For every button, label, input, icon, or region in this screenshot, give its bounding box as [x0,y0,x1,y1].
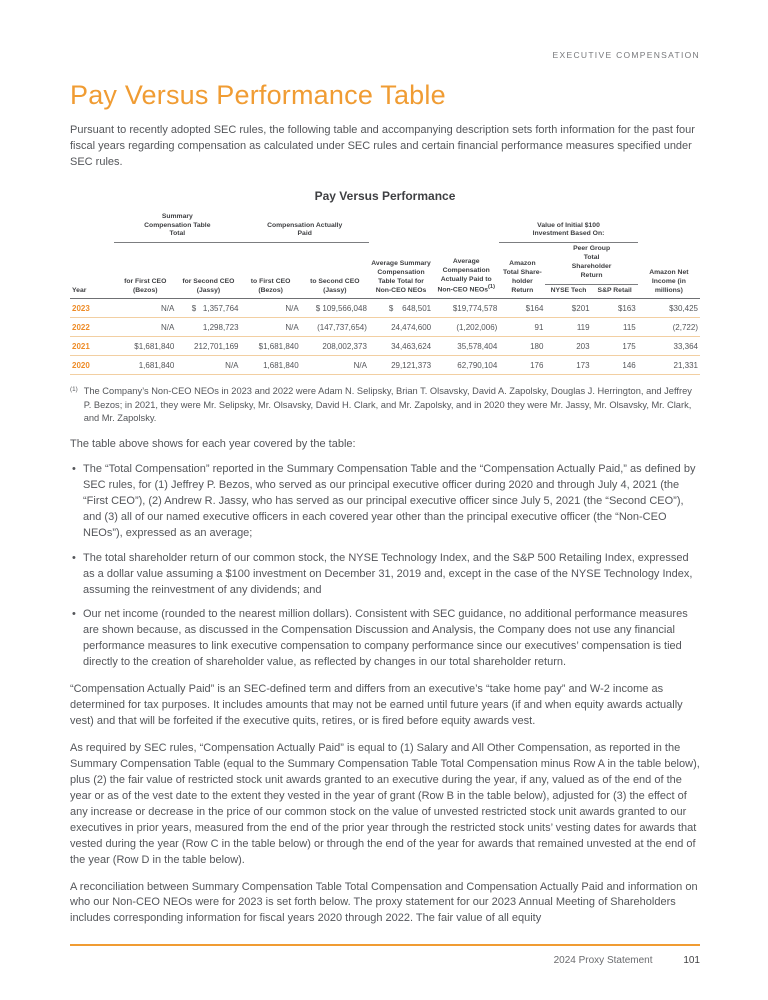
footnote-text: The Company’s Non-CEO NEOs in 2023 and 2022 were Adam N. Selipsky, Brian T. Olsavsky, David A. Zapolsky, Douglas J. Herrington, and Jeffrey P. Bezos; in 2021, they were Mr. Selipsky, Mr. Olsavsky, David H. Clark, and Mr. Zapolsky, and in 2020 they were Mr. Jassy, Mr. Olsavsky, Mr. Clark, and Mr. Zapolsky. [83,386,692,423]
column-header-cap-first-ceo: to First CEO (Bezos) [250,277,291,294]
table-footnote [70,385,700,425]
table-cell: N/A [241,299,301,318]
table-cell: N/A [176,356,240,375]
table-cell: 208,002,373 [301,337,369,356]
column-group-label: Summary Compensation Table Total [144,212,211,238]
column-header-label: Amazon Net Income (in millions) [649,268,689,294]
table-cell: 21,331 [638,356,700,375]
list-item: • The total shareholder return of our common stock, the NYSE Technology Index, and the S&P 500 Retailing Index, expressed as a dollar value assuming a $100 investment on December 31, 2019 and, except in the case of the NYSE Technology Index, assuming the reinvestment of any dividends; and [70,551,700,599]
table-cell: 35,578,404 [433,337,499,356]
table-cell: 29,121,373 [369,356,433,375]
table-cell: 176 [499,356,545,375]
footer-rule [70,944,700,946]
column-header-cap-second-ceo: to Second CEO (Jassy) [310,277,360,294]
list-lead-in: The table above shows for each year covered by the table: [70,438,356,450]
table-cell: N/A [114,318,176,337]
table-title: Pay Versus Performance [314,188,456,203]
table-cell: 91 [499,318,545,337]
table-cell: (1,202,006) [433,318,499,337]
table-header [70,211,700,299]
column-header-sp-retail: S&P Retail [597,286,632,294]
table-cell: (147,737,654) [301,318,369,337]
table-cell: $1,681,840 [241,337,301,356]
bullet-list [70,462,700,671]
intro-paragraph: Pursuant to recently adopted SEC rules, the following table and accompanying description sets forth information for the past four fiscal years regarding compensation as calculated under SEC rules and certain financial performance measures specified under SEC rules. [70,124,695,168]
table-cell: $ 1,357,764 [176,299,240,318]
table-cell: 1,681,840 [114,356,176,375]
table-cell: 175 [592,337,638,356]
table-cell: $164 [499,299,545,318]
table-cell: 34,463,624 [369,337,433,356]
table-cell: N/A [301,356,369,375]
table-cell: $19,774,578 [433,299,499,318]
column-header-label: Amazon Total Share-holder Return [502,260,542,294]
year-cell: 2020 [70,356,114,375]
table-body [70,299,700,375]
footer-text [70,955,700,966]
column-header-label: Average Summary Compensation Table Total for Non-CEO NEOs [371,260,431,294]
proxy-statement-label: 2024 Proxy Statement [553,955,653,966]
column-header-sct-first-ceo: for First CEO (Bezos) [124,277,167,294]
list-item: • The “Total Compensation” reported in the Summary Compensation Table and the “Compensation Actually Paid,” as defined by SEC rules, for (1) Jeffrey P. Bezos, who served as our principal executive officer during 2020 and through July 4, 2021 (the “First CEO”), (2) Andrew R. Jassy, who has served as our principal executive officer since July 5, 2021 (the “Second CEO”), and (3) all of our named executive officers in each covered year other than the principal executive officer (the “Non-CEO NEOs”), expressed as an average; [70,462,700,542]
section-running-head: EXECUTIVE COMPENSATION [552,50,700,60]
page-title: Pay Versus Performance Table [70,80,446,110]
table-cell: 62,790,104 [433,356,499,375]
body-paragraph: A reconciliation between Summary Compensation Table Total Compensation and Compensation Actually Paid and information on who our Non-CEO NEOs were for 2023 is set forth below. The proxy statement for our 2023 Annual Meeting of Shareholders includes corresponding information for fiscal years 2020 through 2022. The fair value of all equity [70,880,698,925]
column-header-net-income [638,211,700,299]
body-paragraph: As required by SEC rules, “Compensation Actually Paid” is equal to (1) Salary and All Other Compensation, as reported in the Summary Compensation Table (equal to the Summary Compensation Table Total Compensation minus Row A in the table below), plus (2) the fair value of restricted stock unit awards granted to an executive during the year, if any, valued as of the end of the year or as of the vest date to the extent they vested in the year of grant (Row B in the table below), adjusted for (3) the effect of any increase or decrease in the price of our common stock on the value of unvested restricted stock unit awards granted to our executives in prior years, measured from the end of the prior year through the restricted stock units’ vesting dates for awards that vested during the year (Row C in the table below) or through the end of the year for awards that remained unvested at the end of the year (Row D in the table below). [70,742,700,866]
year-cell: 2023 [70,299,114,318]
table-cell: 119 [545,318,591,337]
table-cell: (2,722) [638,318,700,337]
table-cell: 180 [499,337,545,356]
column-header-sct-second-ceo: for Second CEO (Jassy) [182,277,235,294]
table-row-2022 [70,318,700,337]
list-item: • Our net income (rounded to the nearest million dollars). Consistent with SEC guidance, no additional performance measures are shown because, as discussed in the Compensation Discussion and Analysis, the Company does not use any financial performance measures to link executive compensation to company performance since our executives’ compensation is tied directly to the creation of shareholder value, as reflected by changes in our total shareholder return. [70,607,700,671]
column-group-label: Peer Group Total Shareholder Return [571,245,612,279]
table-cell: 24,474,600 [369,318,433,337]
column-group-label: Compensation Actually Paid [267,221,343,238]
table-cell: 203 [545,337,591,356]
table-row-2023 [70,299,700,318]
table-cell: 173 [545,356,591,375]
footnote-reference: (1) [488,284,495,291]
table-row-2020 [70,356,700,375]
column-header-avg-summary-compensation [369,211,433,299]
table-cell: 146 [592,356,638,375]
column-group-compensation-actually-paid [241,211,369,243]
column-header-nyse-tech: NYSE Tech [550,286,587,294]
table-cell: 1,681,840 [241,356,301,375]
column-header-avg-compensation-paid [433,211,499,299]
table-cell: 1,298,723 [176,318,240,337]
table-cell: $201 [545,299,591,318]
pay-versus-performance-table [70,211,700,376]
column-header-label: Average Compensation Actually Paid to Non-CEO NEOs [437,257,492,294]
table-cell: 33,364 [638,337,700,356]
table-cell: 115 [592,318,638,337]
year-cell: 2022 [70,318,114,337]
column-header-year: Year [72,286,87,294]
table-cell: $30,425 [638,299,700,318]
table-cell: $1,681,840 [114,337,176,356]
page-footer [70,944,700,966]
table-cell: $163 [592,299,638,318]
footnote-marker: (1) [70,386,78,394]
page-number: 101 [683,955,700,966]
table-cell: 212,701,169 [176,337,240,356]
body-paragraph: “Compensation Actually Paid” is an SEC-defined term and differs from an executive’s “take home pay” and W-2 income as determined for tax purposes. It includes amounts that may not be earned until future years (if and when equity awards actually vest) and that will be forfeited if the executive quits, retires, or is fired before equity awards vest. [70,683,683,728]
table-row-2021 [70,337,700,356]
table-cell: $ 648,501 [369,299,433,318]
column-group-peer-group-tsr [545,243,637,284]
table-cell: $ 109,566,048 [301,299,369,318]
table-cell: N/A [241,318,301,337]
column-group-summary-compensation-total [114,211,240,243]
table-cell: N/A [114,299,176,318]
column-header-amazon-tsr [499,243,545,299]
column-group-value-initial-100 [499,211,637,243]
column-group-label: Value of Initial $100 Investment Based On: [532,221,605,238]
year-cell: 2021 [70,337,114,356]
